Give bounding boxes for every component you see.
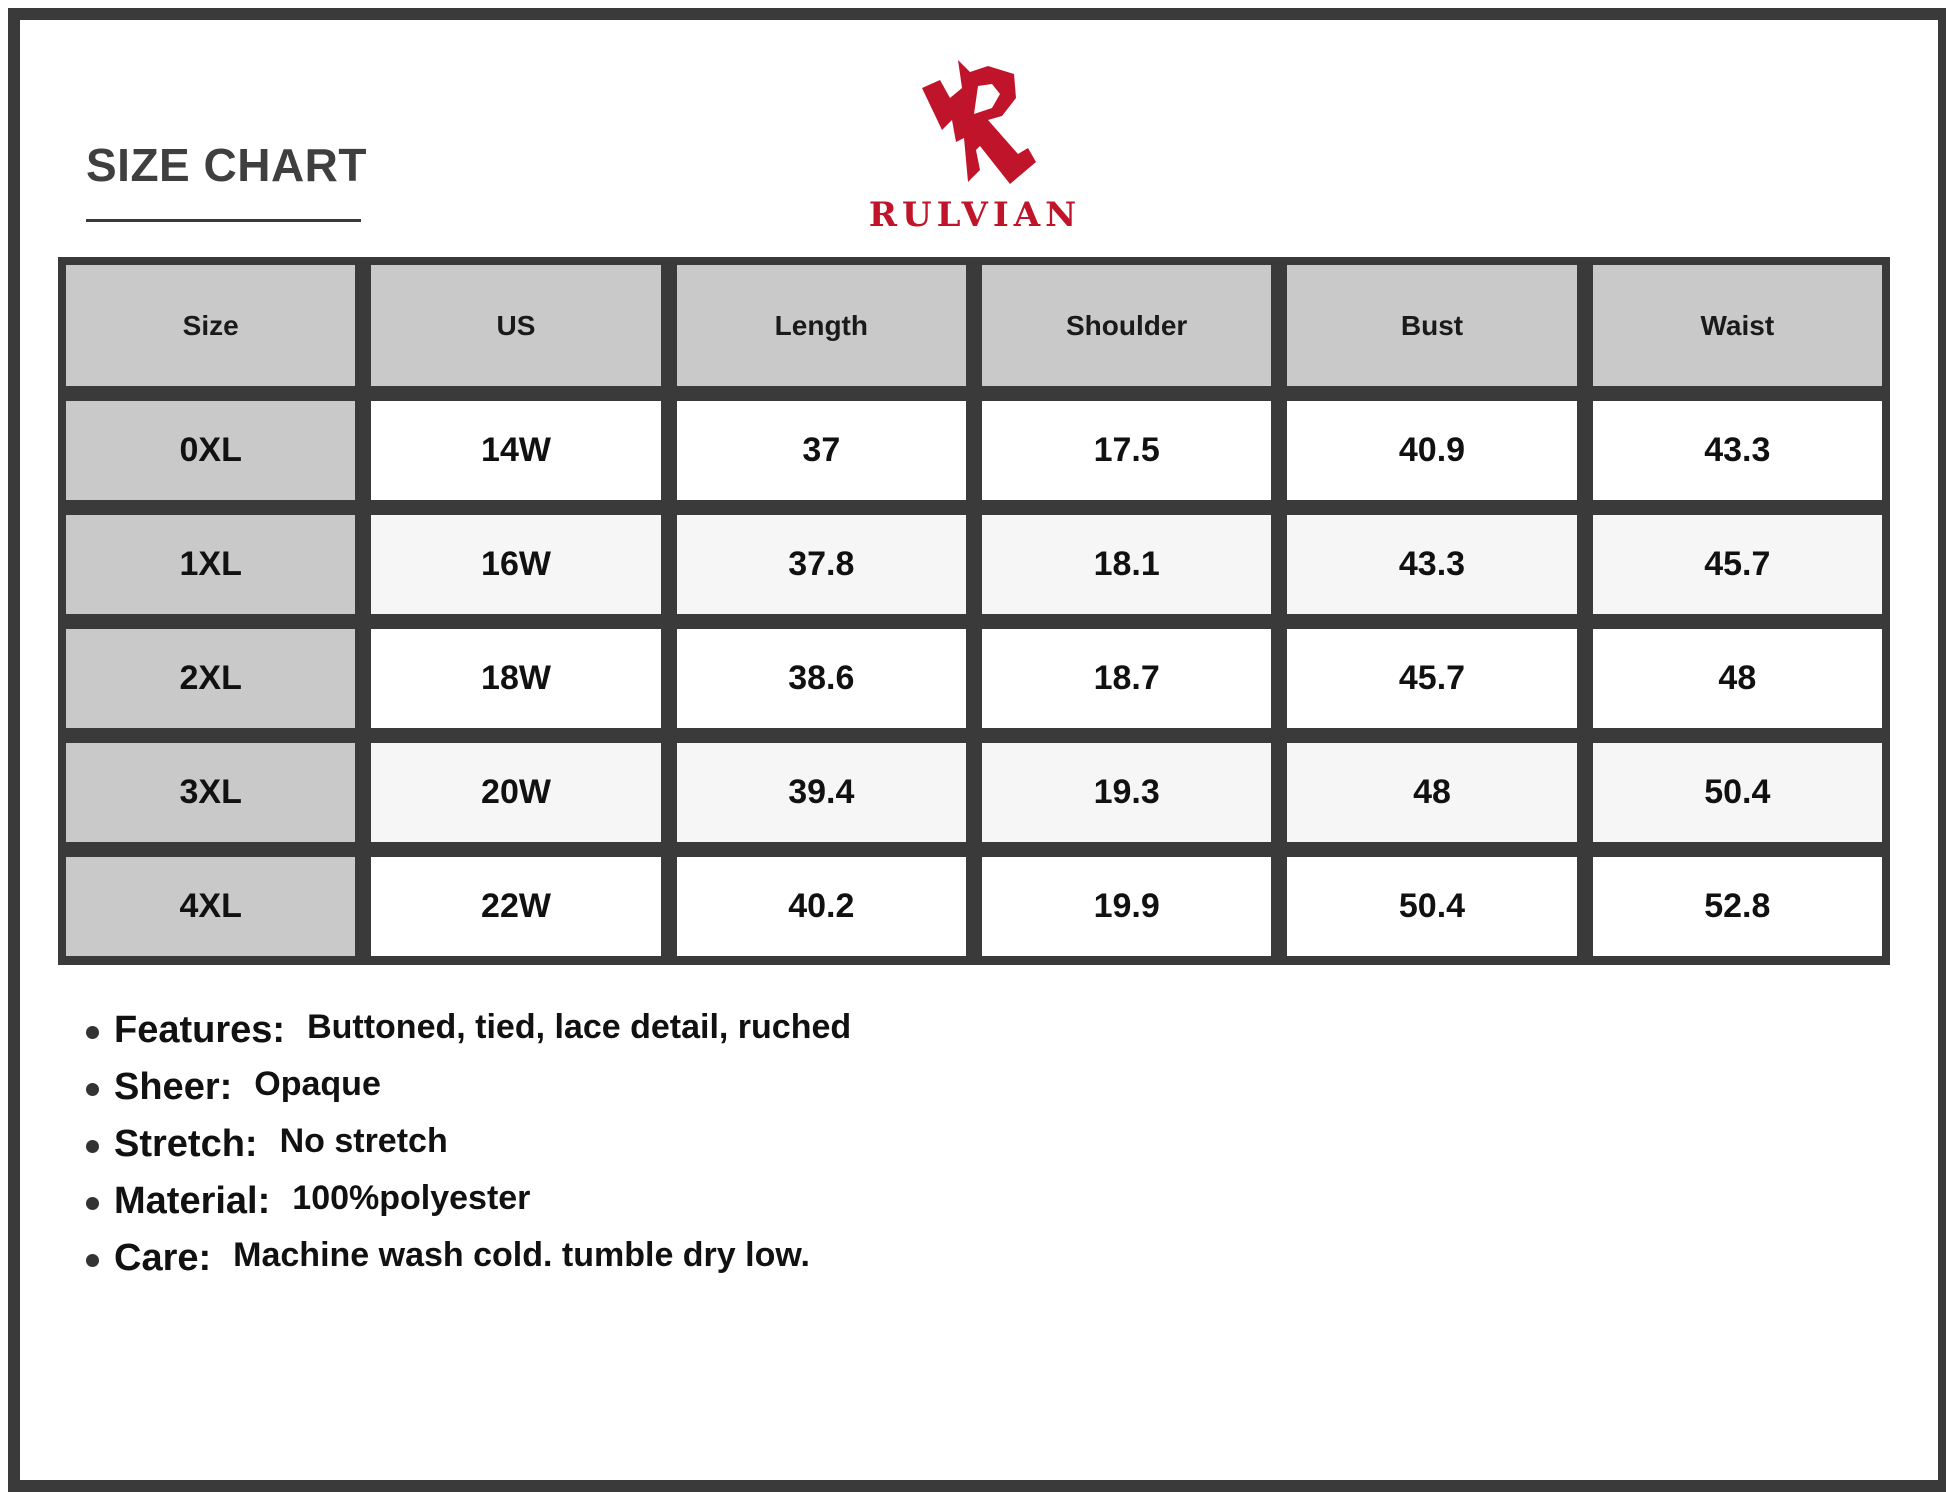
bullet-icon <box>86 1197 99 1210</box>
feature-value: No stretch <box>279 1122 448 1160</box>
table-cell-waist: 43.3 <box>1593 401 1882 500</box>
feature-item <box>86 1238 1486 1295</box>
brand-logo <box>860 58 1090 238</box>
feature-item <box>86 1124 1486 1181</box>
table-cell-bust: 48 <box>1287 743 1576 842</box>
size-label-cell: 3XL <box>66 743 355 842</box>
table-cell-waist: 48 <box>1593 629 1882 728</box>
table-cell-waist: 52.8 <box>1593 857 1882 956</box>
table-cell-waist: 50.4 <box>1593 743 1882 842</box>
table-cell-shoulder: 19.3 <box>982 743 1271 842</box>
feature-item <box>86 1181 1486 1238</box>
table-cell-waist: 45.7 <box>1593 515 1882 614</box>
table-cell-length: 37.8 <box>677 515 966 614</box>
table-cell-us: 14W <box>371 401 660 500</box>
bullet-icon <box>86 1254 99 1267</box>
feature-value: 100%polyester <box>292 1179 531 1217</box>
feature-value: Machine wash cold. tumble dry low. <box>233 1236 810 1274</box>
table-cell-length: 40.2 <box>677 857 966 956</box>
table-cell-us: 22W <box>371 857 660 956</box>
table-cell-shoulder: 18.7 <box>982 629 1271 728</box>
feature-item <box>86 1067 1486 1124</box>
table-cell-bust: 40.9 <box>1287 401 1576 500</box>
feature-value: Buttoned, tied, lace detail, ruched <box>307 1008 852 1046</box>
feature-value: Opaque <box>254 1065 381 1103</box>
bullet-icon <box>86 1140 99 1153</box>
table-cell-us: 16W <box>371 515 660 614</box>
feature-label: Care: <box>114 1237 212 1279</box>
table-cell-shoulder: 17.5 <box>982 401 1271 500</box>
size-table-grid <box>66 265 1882 957</box>
table-cell-shoulder: 18.1 <box>982 515 1271 614</box>
brand-name: RULVIAN <box>868 195 1082 235</box>
table-cell-length: 39.4 <box>677 743 966 842</box>
feature-label: Sheer: <box>114 1066 233 1108</box>
feature-item <box>86 1010 1486 1067</box>
feature-label: Material: <box>114 1180 271 1222</box>
table-cell-length: 38.6 <box>677 629 966 728</box>
header-length: Length <box>677 265 966 386</box>
title-underline <box>86 219 361 222</box>
header-us: US <box>371 265 660 386</box>
header-waist: Waist <box>1593 265 1882 386</box>
table-cell-length: 37 <box>677 401 966 500</box>
size-label-cell: 1XL <box>66 515 355 614</box>
table-cell-us: 20W <box>371 743 660 842</box>
feature-list <box>86 1010 1486 1295</box>
bullet-icon <box>86 1026 99 1039</box>
table-cell-bust: 50.4 <box>1287 857 1576 956</box>
size-label-cell: 0XL <box>66 401 355 500</box>
rulvian-r-logo-icon <box>918 58 1038 193</box>
size-label-cell: 2XL <box>66 629 355 728</box>
feature-label: Stretch: <box>114 1123 258 1165</box>
page-title: SIZE CHART <box>86 139 367 191</box>
table-cell-us: 18W <box>371 629 660 728</box>
size-label-cell: 4XL <box>66 857 355 956</box>
table-cell-bust: 43.3 <box>1287 515 1576 614</box>
size-table <box>58 257 1890 965</box>
feature-label: Features: <box>114 1009 286 1051</box>
table-cell-shoulder: 19.9 <box>982 857 1271 956</box>
header-shoulder: Shoulder <box>982 265 1271 386</box>
header-bust: Bust <box>1287 265 1576 386</box>
table-cell-bust: 45.7 <box>1287 629 1576 728</box>
header-size: Size <box>66 265 355 386</box>
bullet-icon <box>86 1083 99 1096</box>
